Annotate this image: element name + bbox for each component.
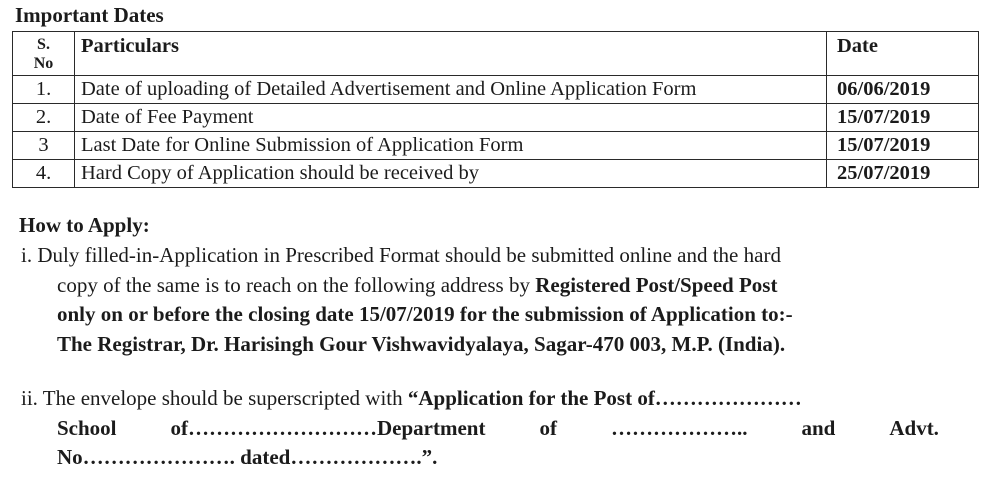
important-dates-title: Important Dates [15, 3, 164, 27]
item-2-line-1-text: The envelope should be superscripted with [42, 386, 408, 410]
date-header: Date [827, 32, 979, 76]
item-1-line-4: The Registrar, Dr. Harisingh Gour Vishwavidyalaya, Sagar-470 003, M.P. (India). [57, 331, 786, 356]
row-particular: Date of Fee Payment [75, 104, 827, 132]
particulars-header: Particulars [75, 32, 827, 76]
item-2-line-1 [21, 384, 939, 414]
item-2-line-2 [21, 414, 939, 444]
row-sno: 2. [13, 104, 75, 132]
apply-item-1 [21, 241, 939, 359]
table-row [13, 160, 979, 188]
apply-item-2 [21, 384, 939, 473]
item-2-word-and: and [801, 415, 836, 440]
item-1-line-1-text: Duly filled-in-Application in Prescribed Format should be submitted online and the hard [37, 243, 781, 267]
table-row [13, 104, 979, 132]
item-1-line-2 [21, 271, 939, 301]
table-row [13, 76, 979, 104]
sno-header [13, 32, 75, 76]
row-particular: Hard Copy of Application should be received by [75, 160, 827, 188]
item-2-word-of: of [539, 415, 557, 440]
row-date: 15/07/2019 [827, 104, 979, 132]
row-sno: 3 [13, 132, 75, 160]
table-row [13, 132, 979, 160]
important-dates-table [12, 31, 979, 188]
item-1-line-1 [21, 241, 939, 271]
item-2-number: ii. [21, 386, 38, 410]
item-1-number: i. [21, 243, 33, 267]
row-particular: Last Date for Online Submission of Application Form [75, 132, 827, 160]
item-2-word-school: School [57, 415, 117, 440]
table-header-row [13, 32, 979, 76]
item-2-line-1-bold: “Application for the Post of………………… [407, 386, 802, 410]
row-date: 25/07/2019 [827, 160, 979, 188]
sno-header-line1: S. [37, 36, 50, 53]
row-date: 06/06/2019 [827, 76, 979, 104]
row-particular: Date of uploading of Detailed Advertisement and Online Application Form [75, 76, 827, 104]
item-1-line-2-text: copy of the same is to reach on the following address by [57, 272, 536, 297]
item-1-line-2-bold: Registered Post/Speed Post [535, 272, 778, 297]
item-2-word-dots: ……………….. [610, 415, 748, 440]
item-1-line-3: only on or before the closing date 15/07/2019 for the submission of Application to:- [57, 302, 793, 326]
sno-header-line2: No [33, 55, 54, 72]
row-sno: 1. [13, 76, 75, 104]
item-2-word-advt: Advt. [889, 415, 939, 440]
row-sno: 4. [13, 160, 75, 188]
row-date: 15/07/2019 [827, 132, 979, 160]
how-to-apply-title: How to Apply: [19, 213, 150, 237]
item-2-line-3: No…………………. dated……………….”. [57, 445, 438, 469]
item-2-word-department: of………………………Department [170, 415, 486, 440]
